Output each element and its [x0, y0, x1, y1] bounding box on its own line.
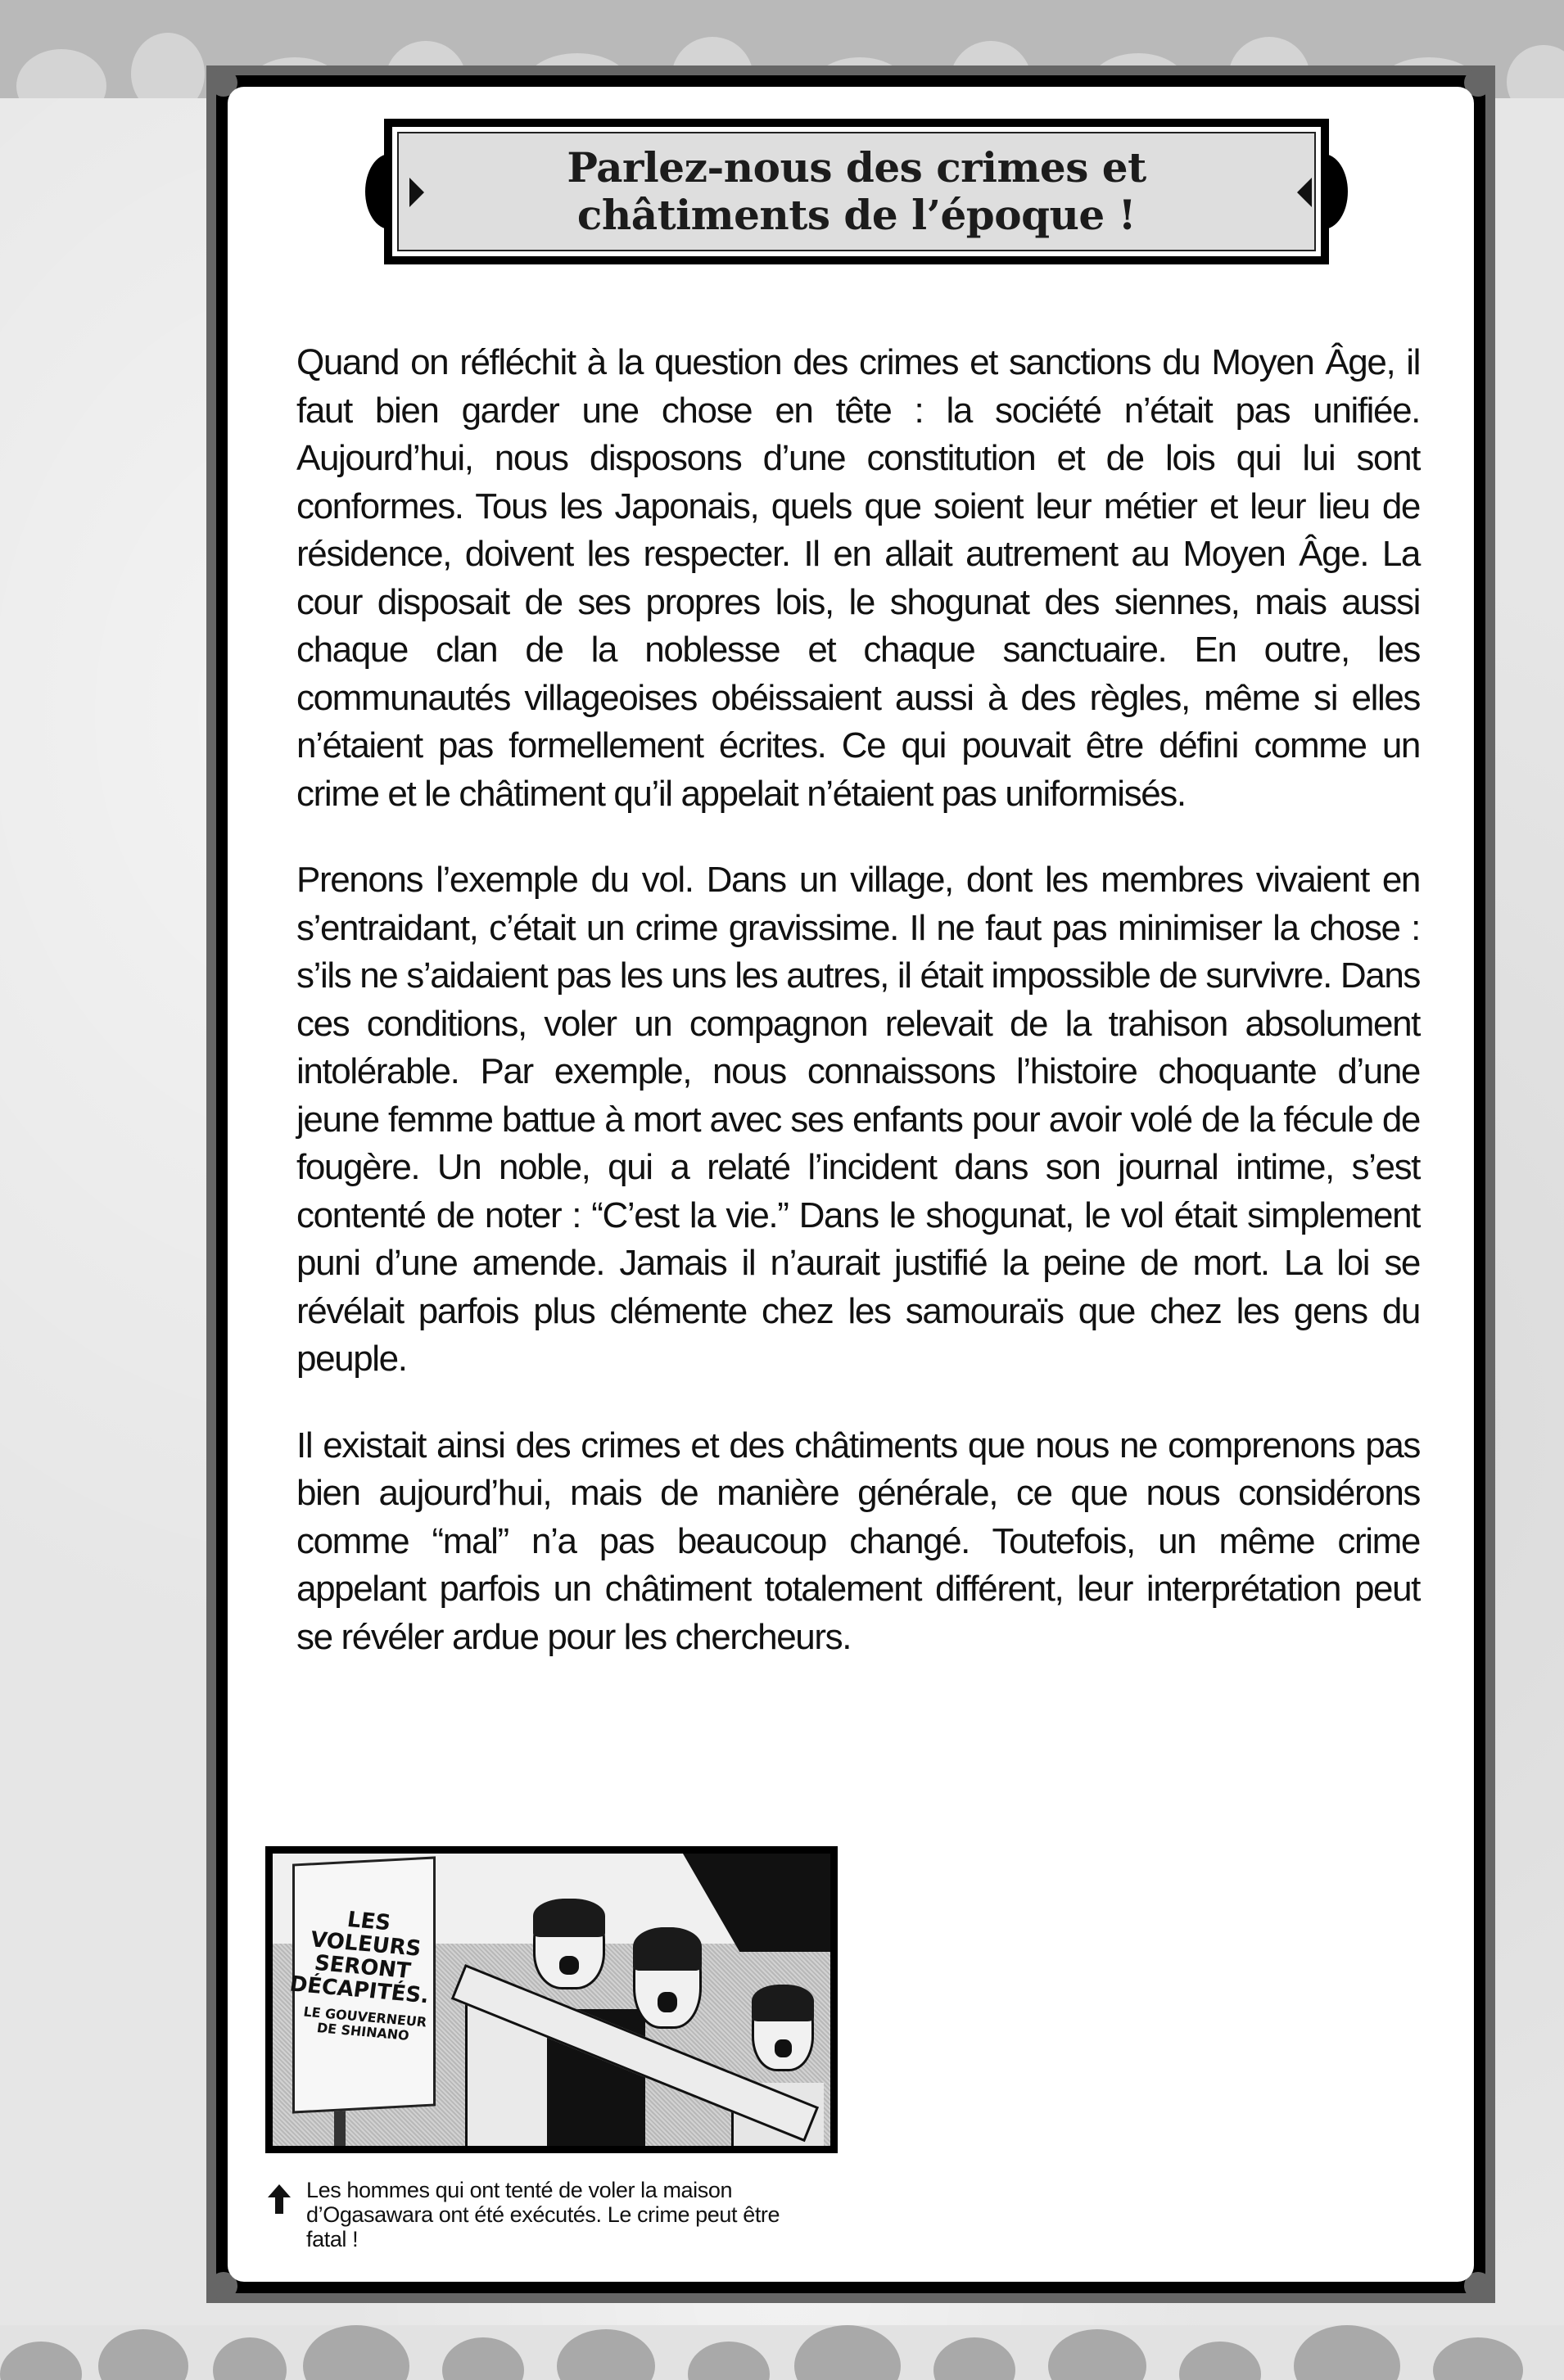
manga-illustration — [265, 1846, 838, 2153]
triangle-left-icon — [1297, 178, 1312, 207]
paragraph: Il existait ainsi des crimes et des châtiments que nous ne comprenons pas bien aujourd’hui, mais de manière générale, ce que nous considérons comme “mal” n’a pas beaucoup changé. Toutefois, un même crime appelant parfois un châtiment totalement différent, leur interprétation peut se révéler ardue pour les chercheurs. — [296, 1425, 1420, 1657]
page-title-line1: Parlez-nous des crimes et — [567, 143, 1146, 192]
severed-head — [752, 1985, 814, 2071]
paragraph: Quand on réfléchit à la question des crimes et sanctions du Moyen Âge, il faut bien garder une chose en tête : la société n’était pas unifiée. Aujourd’hui, nous disposons d’une constitution et de lois qui lui sont conformes. Tous les Japonais, quels que soient leur métier et leur lieu de résidence, doivent les respecter. Il en allait autrement au Moyen Âge. La cour disposait de ses propres lois, le shogunat des siennes, mais aussi chaque clan de la noblesse et chaque sanctuaire. En outre, les communautés villageoises obéissaient aussi à des règles, même si elles n’étaient pas formellement écrites. Ce qui pouvait être défini comme un crime et le châtiment qu’il appelait n’étaient pas uniformisés. — [296, 342, 1420, 814]
bottom-cloud-border — [0, 2325, 1564, 2380]
sign-text-signature: LE GOUVERNEUR DE SHINANO — [302, 2003, 428, 2044]
page-title-line2: châtiments de l’époque ! — [576, 191, 1137, 239]
arrow-up-icon — [268, 2184, 291, 2214]
severed-head — [633, 1927, 702, 2029]
illustration-scene — [273, 1854, 830, 2146]
triangle-right-icon — [409, 178, 424, 207]
paragraph: Prenons l’exemple du vol. Dans un village, dont les membres vivaient en s’entraidant, c’était un crime gravissime. Il ne faut pas minimiser la chose : s’ils ne s’aidaient pas les uns les autres, il était impossible de survivre. Dans ces conditions, voler un compagnon relevait de la trahison absolument intolérable. Par exemple, nous connaissons l’histoire choquante d’une jeune femme battue à mort avec ses enfants pour avoir volé de la fécule de fougère. Un noble, qui a relaté l’incident dans son journal intime, s’est contenté de noter : “C’est la vie.” Dans le shogunat, le vol était simplement puni d’une amende. Jamais il n’aurait justifié la peine de mort. La loi se révélait parfois plus clémente chez les samouraïs que chez les gens du peuple. — [296, 860, 1420, 1379]
caption-text: Les hommes qui ont tenté de voler la maison d’Ogasawara ont été exécutés. Le crime peut être fatal ! — [306, 2178, 780, 2251]
warning-sign — [287, 1856, 436, 2113]
article-body — [296, 339, 1420, 1700]
sign-text-main: LES VOLEURS SERONT DÉCAPITÉS. — [287, 1907, 431, 2009]
severed-head — [533, 1899, 605, 1989]
banner-plate — [397, 132, 1316, 251]
